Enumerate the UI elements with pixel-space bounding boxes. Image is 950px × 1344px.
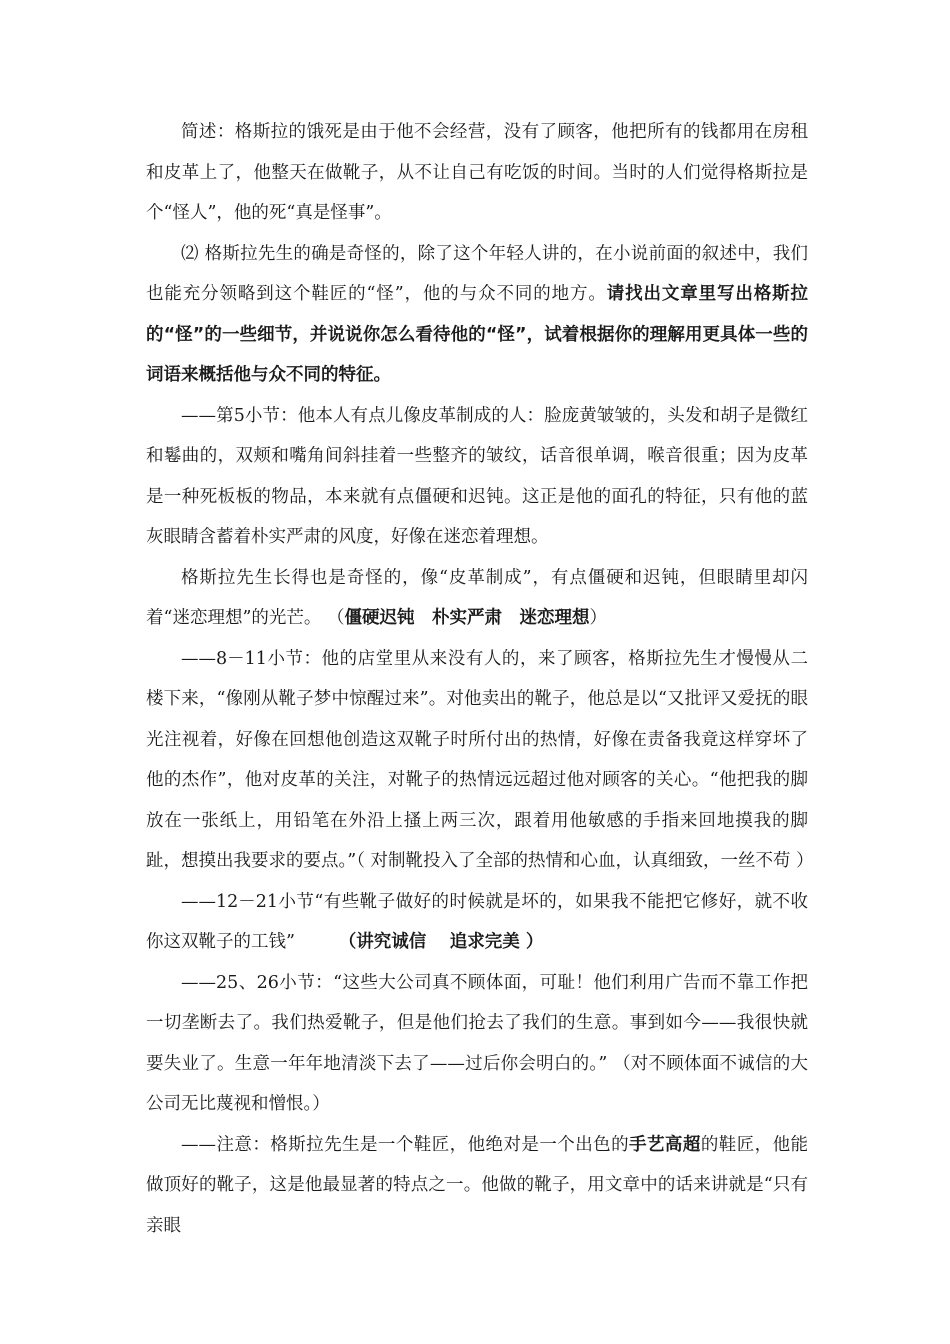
question-prompt-bold: 请找出文章里写出格斯拉的“怪”的一些细节，并说说你怎么看待他的“怪”，试着根据你的理解用更具体一些的词语来概括他与众不同的特征。 [146, 284, 808, 385]
paragraph-summary: 简述：格斯拉的饿死是由于他不会经营，没有了顾客，他把所有的钱都用在房租和皮革上了，他整天在做靴子，从不让自己有吃饭的时间。当时的人们觉得格斯拉是个“怪人”，他的死“真是怪事”。 [146, 122, 808, 223]
section-12-21-keywords: （讲究诚信 追求完美 ） [347, 932, 544, 952]
note-keyword: 手艺高超 [629, 1134, 701, 1155]
paragraph-question-2 [146, 234, 808, 396]
paragraph-section-12-21 [146, 882, 808, 963]
section-12-21-text: ——12－21小节“有些靴子做好的时候就是坏的，如果我不能把它修好，就不收你这双靴子的工钱” [146, 891, 808, 952]
appearance-keywords: 僵硬迟钝 朴实严肃 迷恋理想 [344, 608, 590, 628]
note-text-end: 的鞋匠，他能做顶好的靴子，这是他最显著的特点之一。他做的靴子，用文章中的话来讲就是“只有亲眼 [146, 1134, 809, 1236]
appearance-close: ） [589, 608, 607, 628]
question-intro: ⑵ 格斯拉先生的确是奇怪的，除了这个年轻人讲的，在小说前面的叙述中，我们也能充分领略到这个鞋匠的“怪”，他的与众不同的地方。 [146, 243, 808, 304]
document-page [146, 112, 814, 1246]
paragraph-appearance [146, 558, 808, 639]
paragraph-section-25-26: ——25、26小节：“这些大公司真不顾体面，可耻！他们利用广告而不靠工作把一切垄断去了。我们热爱靴子，但是他们抢去了我们的生意。事到如今——我很快就要失业了。生意一年年地清淡下去了——过后你会明白的。” （对不顾体面不诚信的大公司无比蔑视和憎恨。） [146, 972, 808, 1114]
note-text-start: ——注意：格斯拉先生是一个鞋匠，他绝对是一个出色的 [181, 1134, 630, 1155]
paragraph-section-5: ——第5小节：他本人有点儿像皮革制成的人：脸庞黄皱皱的，头发和胡子是微红和鬈曲的，双颊和嘴角间斜挂着一些整齐的皱纹，话音很单调，喉音很重；因为皮革是一种死板板的物品，本来就有点僵硬和迟钝。这正是他的面孔的特征，只有他的蓝灰眼睛含蓄着朴实严肃的风度，好像在迷恋着理想。 [146, 405, 808, 547]
appearance-text: 格斯拉先生长得也是奇怪的，像“皮革制成”，有点僵硬和迟钝，但眼睛里却闪着“迷恋理想”的光芒。 （ [146, 567, 808, 628]
paragraph-note [146, 1125, 808, 1247]
paragraph-section-8-11: ——8－11小节：他的店堂里从来没有人的，来了顾客，格斯拉先生才慢慢从二楼下来，“像刚从靴子梦中惊醒过来”。对他卖出的靴子，他总是以“又批评又爱抚的眼光注视着，好像在回想他创造这双靴子时所付出的热情，好像在责备我竟这样穿坏了他的杰作”，他对皮革的关注，对靴子的热情远远超过他对顾客的关心。“他把我的脚放在一张纸上，用铅笔在外沿上搔上两三次，跟着用他敏感的手指来回地摸我的脚趾，想摸出我要求的要点。”（ 对制靴投入了全部的热情和心血，认真细致，一丝不苟 ） [146, 648, 814, 871]
